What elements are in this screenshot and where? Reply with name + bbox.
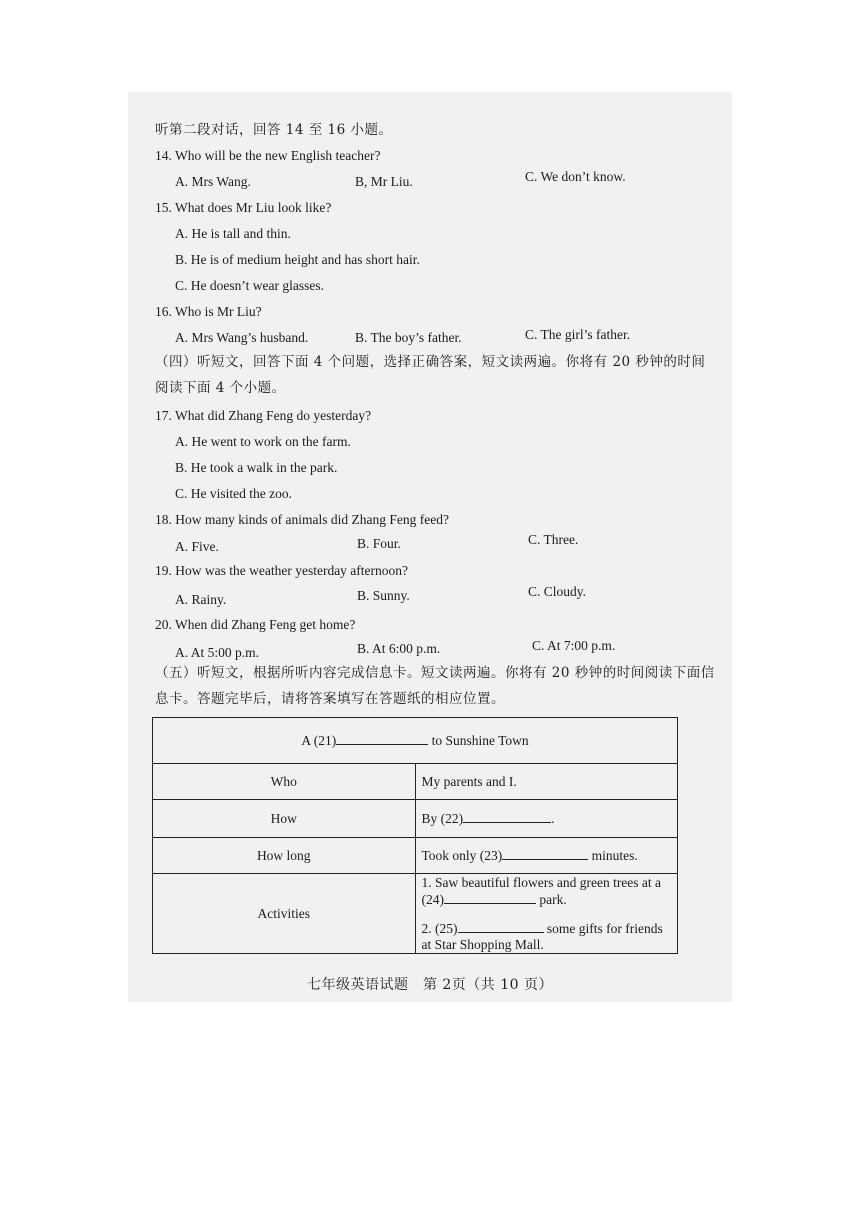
q17-option-b: B. He took a walk in the park. <box>175 460 338 475</box>
q14-option-c: C. We don’t know. <box>525 169 626 184</box>
q14-option-a: A. Mrs Wang. <box>175 174 251 189</box>
row-how-long <box>153 838 678 874</box>
how-cell <box>415 800 678 838</box>
how-suffix: . <box>551 811 555 826</box>
q14-option-b: B, Mr Liu. <box>355 174 413 189</box>
how-long-label: How long <box>153 838 416 874</box>
q19-option-b: B. Sunny. <box>357 588 410 603</box>
title-prefix: A (21) <box>301 733 337 748</box>
activity-1-suffix: park. <box>539 891 567 907</box>
row-how <box>153 800 678 838</box>
info-card-title-row <box>153 718 678 764</box>
q19-option-a: A. Rainy. <box>175 592 227 607</box>
question-16: 16. Who is Mr Liu? <box>155 304 262 319</box>
question-18: 18. How many kinds of animals did Zhang Feng feed? <box>155 512 449 527</box>
q16-option-c: C. The girl’s father. <box>525 327 631 342</box>
q18-option-b: B. Four. <box>357 536 401 551</box>
q16-option-b: B. The boy’s father. <box>355 330 462 345</box>
section-4-line1: （四）听短文，回答下面 4 个问题，选择正确答案，短文读两遍。你将有 20 秒钟的时间 <box>155 354 706 370</box>
blank-21[interactable] <box>336 732 428 745</box>
activity-2-suffix: some gifts for friends at Star Shopping Mall. <box>421 920 663 952</box>
section-5-line1: （五）听短文，根据所听内容完成信息卡。短文读两遍。你将有 20 秒钟的时间阅读下面信 <box>155 665 715 681</box>
activity-1 <box>422 875 672 908</box>
q15-option-a: A. He is tall and thin. <box>175 226 291 241</box>
q20-option-c: C. At 7:00 p.m. <box>532 638 616 653</box>
info-card-title <box>153 718 678 764</box>
how-long-cell <box>415 838 678 874</box>
q17-option-a: A. He went to work on the farm. <box>175 434 351 449</box>
title-suffix: to Sunshine Town <box>431 733 529 748</box>
q15-option-b: B. He is of medium height and has short hair. <box>175 252 420 267</box>
activities-label: Activities <box>153 874 416 954</box>
blank-24[interactable] <box>444 891 536 904</box>
question-15: 15. What does Mr Liu look like? <box>155 200 332 215</box>
blank-22[interactable] <box>463 810 551 823</box>
info-card-table <box>152 717 678 954</box>
activity-2-prefix: 2. (25) <box>421 920 458 936</box>
blank-25[interactable] <box>458 920 544 933</box>
question-17: 17. What did Zhang Feng do yesterday? <box>155 408 372 423</box>
q16-option-a: A. Mrs Wang’s husband. <box>175 330 309 345</box>
how-label: How <box>153 800 416 838</box>
question-20: 20. When did Zhang Feng get home? <box>155 617 356 632</box>
how-long-prefix: Took only (23) <box>421 848 503 863</box>
how-prefix: By (22) <box>421 811 464 826</box>
section-4-line2: 阅读下面 4 个小题。 <box>155 380 286 396</box>
how-long-suffix: minutes. <box>591 848 638 863</box>
q18-option-a: A. Five. <box>175 539 219 554</box>
section-5-line2: 息卡。答题完毕后，请将答案填写在答题纸的相应位置。 <box>155 691 505 707</box>
question-14: 14. Who will be the new English teacher? <box>155 148 381 163</box>
section-3-intro: 听第二段对话，回答 14 至 16 小题。 <box>155 122 393 138</box>
q17-option-c: C. He visited the zoo. <box>175 486 292 501</box>
row-who <box>153 764 678 800</box>
q18-option-c: C. Three. <box>528 532 579 547</box>
activity-2 <box>422 920 672 953</box>
question-19: 19. How was the weather yesterday afternoon? <box>155 563 409 578</box>
q20-option-a: A. At 5:00 p.m. <box>175 645 260 660</box>
activities-cell <box>415 874 678 954</box>
who-value: My parents and I. <box>415 764 678 800</box>
q19-option-c: C. Cloudy. <box>528 584 587 599</box>
page-footer: 七年级英语试题 第 2页（共 10 页） <box>306 977 554 993</box>
q20-option-b: B. At 6:00 p.m. <box>357 641 441 656</box>
q15-option-c: C. He doesn’t wear glasses. <box>175 278 324 293</box>
blank-23[interactable] <box>502 847 588 860</box>
row-activities <box>153 874 678 954</box>
who-label: Who <box>153 764 416 800</box>
activity-1-prefix: 1. Saw beautiful flowers and green trees at a (24) <box>421 874 662 907</box>
